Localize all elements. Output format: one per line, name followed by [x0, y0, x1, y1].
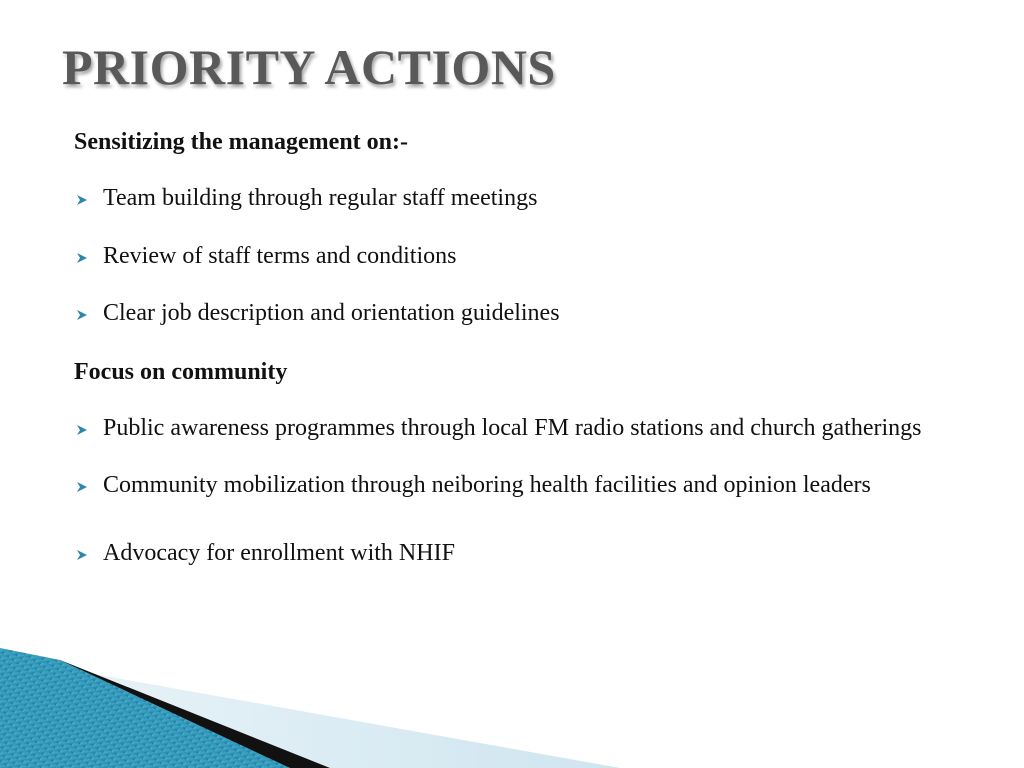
bullet-arrow-icon: [76, 481, 88, 493]
section-heading-management: Sensitizing the management on:-: [74, 129, 408, 155]
bullet-item: [74, 403, 974, 455]
bullet-item: [74, 231, 974, 283]
bullet-text: Public awareness programmes through local FM radio stations and church gatherings: [103, 414, 922, 441]
slide-title: PRIORITY ACTIONS: [62, 39, 556, 95]
bullet-item: [74, 288, 974, 340]
bullet-item: [74, 528, 974, 580]
bullet-arrow-icon: [76, 194, 88, 206]
bullet-text: Team building through regular staff meetings: [103, 185, 538, 211]
section-heading-community: Focus on community: [74, 358, 288, 385]
bullet-text: Advocacy for enrollment with NHIF: [103, 539, 455, 566]
dark-wave-band: [40, 660, 330, 768]
pale-wave-band: [60, 668, 620, 768]
bullet-text: Review of staff terms and conditions: [103, 242, 457, 269]
bullet-item: [74, 173, 974, 225]
bullet-text: Clear job description and orientation guidelines: [103, 300, 560, 326]
bullet-arrow-icon: [76, 424, 88, 436]
bullet-arrow-icon: [76, 252, 88, 264]
bullet-arrow-icon: [76, 549, 88, 561]
teal-wave-band: [0, 648, 290, 768]
slide-body: [74, 126, 974, 595]
bullet-item: [74, 460, 974, 512]
bullet-text: Community mobilization through neiboring health facilities and opinion leaders: [103, 472, 871, 498]
bullet-arrow-icon: [76, 309, 88, 321]
